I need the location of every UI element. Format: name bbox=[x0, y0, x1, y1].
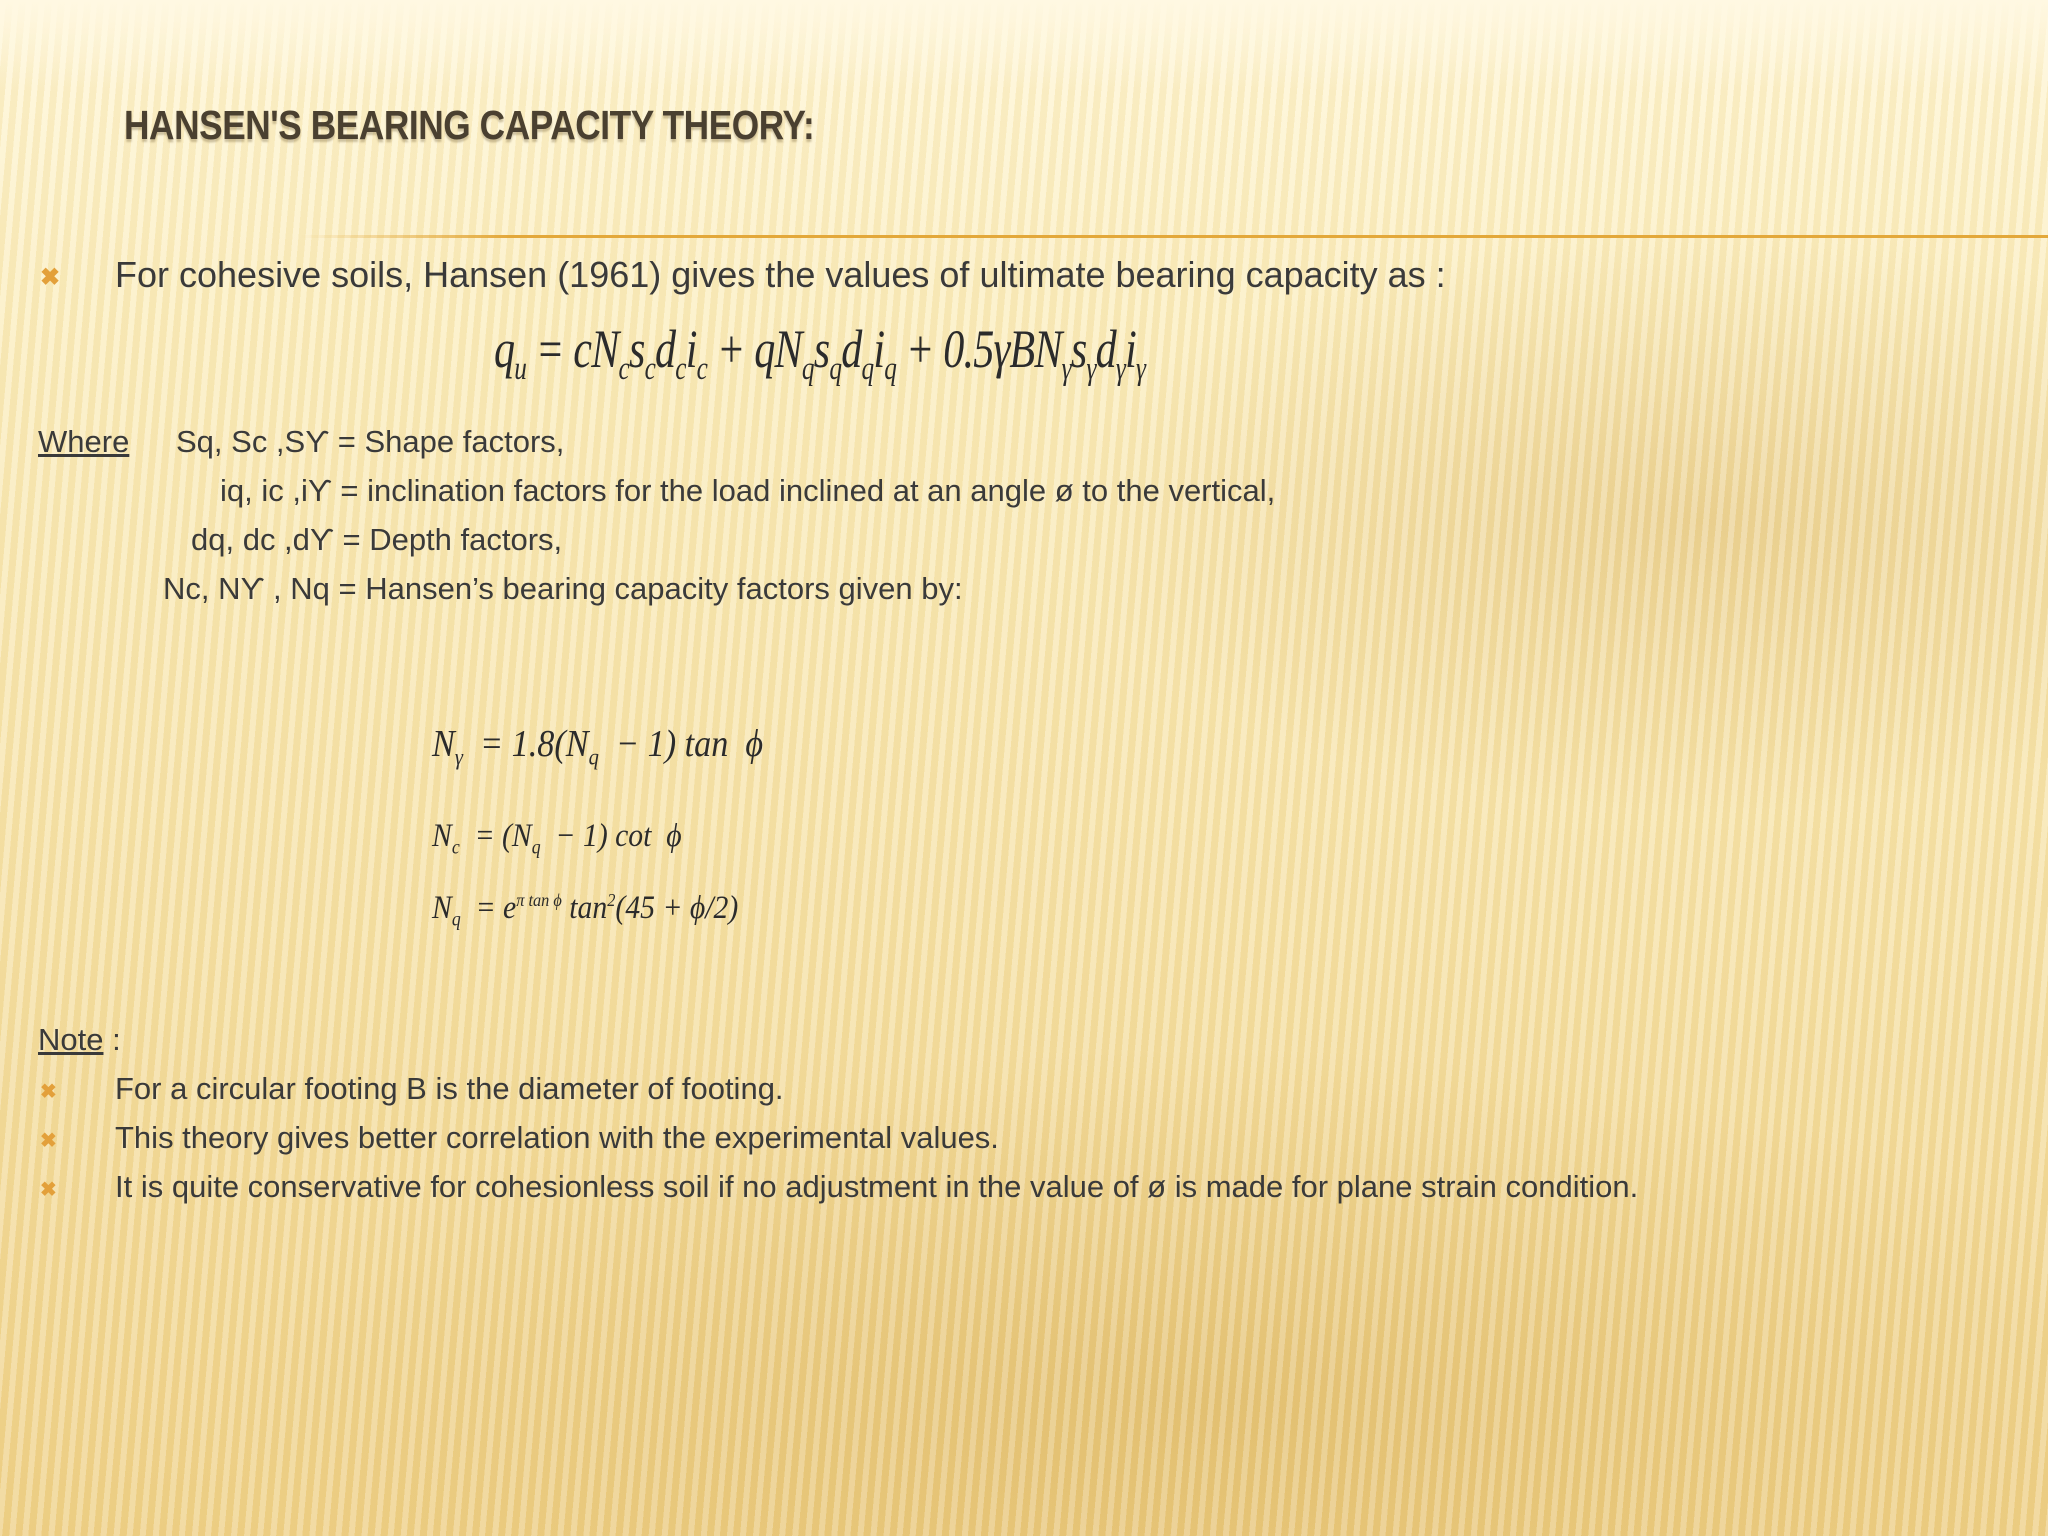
definition-capacity-factors: Nc, Nϒ , Nq = Hansen’s bearing capacity factors given by: bbox=[163, 571, 963, 606]
main-bearing-capacity-formula: $q_u = cN_cs_cd_ci_c + qN_qs_qd_qi_q + 0.5\gamma BN_\gamma s_\gamma d_\gamma i_\gamma$ bbox=[494, 319, 1146, 387]
intro-text: For cohesive soils, Hansen (1961) gives the values of ultimate bearing capacity as : bbox=[115, 254, 1446, 295]
formula-n-q: $N_q = e^{\pi tan \phi}$ $\tan^2(45 + \phi/2)$ bbox=[432, 890, 739, 931]
title-divider bbox=[300, 235, 2048, 238]
definition-depth-factors: dq, dc ,dϒ = Depth factors, bbox=[191, 522, 563, 557]
slide-title: HANSEN'S BEARING CAPACITY THEORY: bbox=[124, 102, 815, 148]
top-highlight bbox=[0, 0, 2048, 90]
note-item: This theory gives better correlation with the experimental values. bbox=[115, 1120, 999, 1155]
cross-bullet-icon: ✖ bbox=[40, 264, 61, 291]
formula-n-gamma: $N_\gamma = 1.8(N_q - 1)$ tan ϕ bbox=[432, 723, 764, 770]
note-colon: : bbox=[103, 1022, 121, 1057]
formula-n-c: $N_c = (N_q - 1)$ cot ϕ bbox=[432, 818, 682, 859]
definition-shape-factors: Sq, Sc ,Sϒ = Shape factors, bbox=[176, 424, 565, 459]
where-label: Where bbox=[38, 424, 130, 459]
cross-bullet-icon: ✖ bbox=[40, 1179, 57, 1201]
note-item: It is quite conservative for cohesionless soil if no adjustment in the value of ø is made for plane strain condition. bbox=[115, 1169, 1639, 1204]
cross-bullet-icon: ✖ bbox=[40, 1130, 57, 1152]
note-item: For a circular footing B is the diameter of footing. bbox=[115, 1071, 784, 1106]
definition-inclination-factors: iq, ic ,iϒ = inclination factors for the load inclined at an angle ø to the vertical, bbox=[220, 473, 1276, 508]
note-label: Note bbox=[38, 1022, 104, 1057]
note-heading bbox=[38, 1022, 121, 1058]
cross-bullet-icon: ✖ bbox=[40, 1081, 57, 1103]
